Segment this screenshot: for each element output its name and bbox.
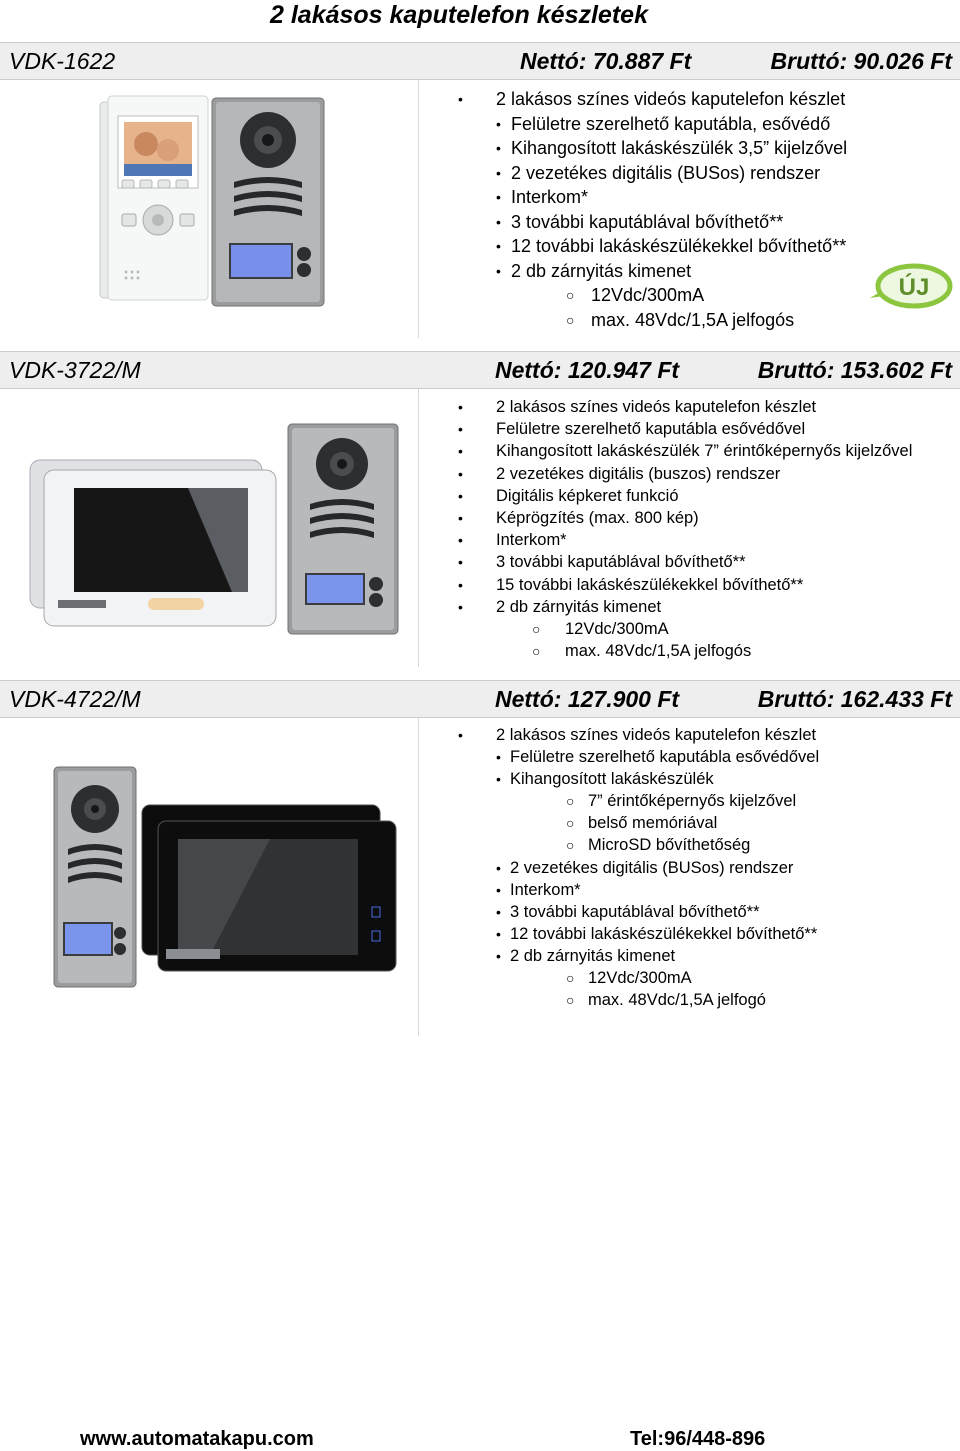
product-code: VDK-1622 bbox=[9, 48, 116, 74]
product-image-vdk-4722m bbox=[50, 763, 402, 994]
list-item: • 12 további lakáskészülékekkel bővíthető** bbox=[496, 924, 818, 943]
net-price: Nettó: 127.900 Ft bbox=[495, 686, 680, 712]
product-header bbox=[0, 680, 960, 718]
list-item: • 2 vezetékes digitális (BUSos) rendszer bbox=[496, 858, 794, 877]
gross-price: Bruttó: 90.026 Ft bbox=[770, 48, 952, 74]
list-item: • 3 további kaputáblával bővíthető** bbox=[496, 211, 784, 232]
list-item: ○ belső memóriával bbox=[566, 814, 718, 833]
list-item: ○ max. 48Vdc/1,5A jelfogó bbox=[566, 991, 766, 1010]
list-item: • Interkom* bbox=[458, 531, 567, 550]
list-item: ○ MicroSD bővíthetőség bbox=[566, 836, 751, 855]
list-item: • Képrögzítés (max. 800 kép) bbox=[458, 508, 699, 527]
list-item: • Felületre szerelhető kaputábla esővédővel bbox=[496, 748, 820, 767]
list-item: • 2 lakásos színes videós kaputelefon készlet bbox=[458, 398, 817, 416]
list-item: • 2 db zárnyitás kimenet bbox=[496, 946, 676, 965]
list-item: ○ 12Vdc/300mA bbox=[532, 619, 669, 638]
list-item: • Felületre szerelhető kaputábla esővédővel bbox=[458, 420, 806, 439]
feature-list bbox=[458, 87, 938, 332]
list-item: • Interkom* bbox=[496, 187, 589, 207]
list-item: ○ 12Vdc/300mA bbox=[566, 969, 692, 988]
list-item: • 2 db zárnyitás kimenet bbox=[458, 597, 662, 616]
column-divider bbox=[418, 389, 419, 667]
net-price: Nettó: 120.947 Ft bbox=[495, 357, 680, 383]
net-price: Nettó: 70.887 Ft bbox=[520, 48, 692, 74]
product-header bbox=[0, 351, 960, 389]
new-badge-label: ÚJ bbox=[898, 274, 930, 301]
feature-list bbox=[458, 396, 953, 662]
list-item: • 2 db zárnyitás kimenet bbox=[496, 260, 692, 281]
list-item: • 3 további kaputáblával bővíthető** bbox=[496, 902, 760, 921]
column-divider bbox=[418, 718, 419, 1036]
product-image-vdk-1622 bbox=[96, 94, 336, 313]
product-code: VDK-4722/M bbox=[9, 686, 141, 712]
footer-phone: Tel:96/448-896 bbox=[630, 1428, 766, 1450]
footer-website-link[interactable]: www.automatakapu.com bbox=[80, 1428, 314, 1450]
feature-list bbox=[458, 724, 953, 1011]
list-item: • 2 vezetékes digitális (buszos) rendszer bbox=[458, 464, 781, 483]
product-image-vdk-3722m bbox=[28, 420, 403, 643]
list-item: ○ 12Vdc/300mA bbox=[566, 285, 705, 305]
list-item: • 2 vezetékes digitális (BUSos) rendszer bbox=[496, 162, 821, 183]
column-divider bbox=[418, 80, 419, 338]
list-item: • Kihangosított lakáskészülék 3,5” kijelzővel bbox=[496, 138, 848, 158]
list-item: • 15 további lakáskészülékekkel bővíthető** bbox=[458, 575, 804, 594]
list-item: • Kihangosított lakáskészülék bbox=[496, 770, 714, 789]
list-item: • Kihangosított lakáskészülék 7” érintőképernyős kijelzővel bbox=[458, 442, 913, 461]
product-code: VDK-3722/M bbox=[9, 357, 141, 383]
list-item: • Interkom* bbox=[496, 880, 581, 899]
list-item: ○ max. 48Vdc/1,5A jelfogós bbox=[532, 642, 752, 661]
list-item: • Felületre szerelhető kaputábla, esővédő bbox=[496, 113, 831, 134]
product-header bbox=[0, 42, 960, 80]
list-item: • 3 további kaputáblával bővíthető** bbox=[458, 553, 746, 572]
list-item: • 2 lakásos színes videós kaputelefon készlet bbox=[458, 89, 846, 109]
gross-price: Bruttó: 153.602 Ft bbox=[757, 357, 952, 383]
list-item: ○ 7” érintőképernyős kijelzővel bbox=[566, 792, 797, 811]
list-item: • 12 további lakáskészülékekkel bővíthető** bbox=[496, 236, 847, 256]
list-item: • 2 lakásos színes videós kaputelefon készlet bbox=[458, 726, 817, 744]
list-item: • Digitális képkeret funkció bbox=[458, 486, 679, 505]
gross-price: Bruttó: 162.433 Ft bbox=[757, 686, 952, 712]
page-title: 2 lakásos kaputelefon készletek bbox=[270, 1, 648, 29]
list-item: ○ max. 48Vdc/1,5A jelfogós bbox=[566, 309, 795, 330]
